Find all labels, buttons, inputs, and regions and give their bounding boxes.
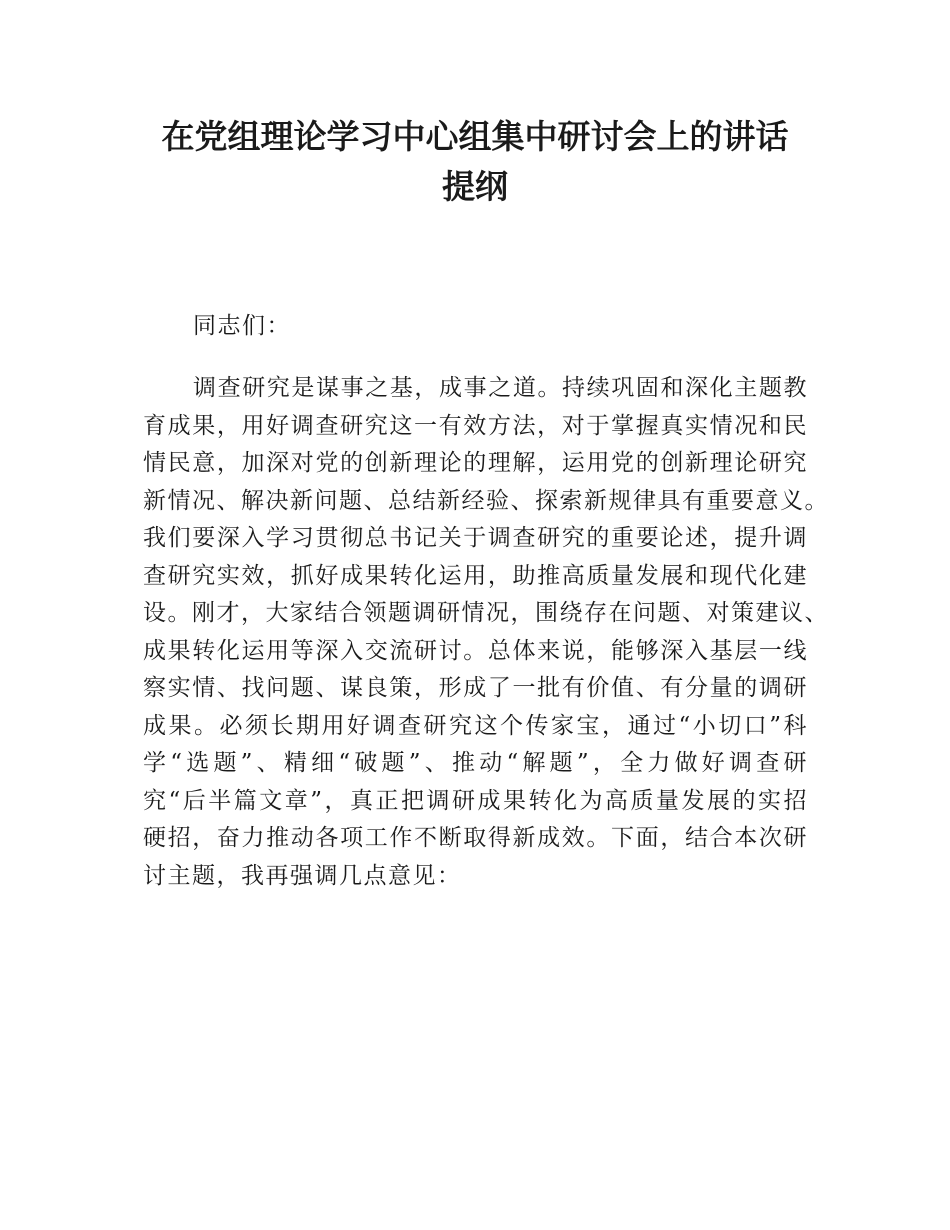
salutation-text: 同志们：: [193, 313, 291, 339]
paragraph-line: 硬招，奋力推动各项工作不断取得新成效。下面，结合本次研: [143, 825, 808, 851]
paragraph-line: 新情况、解决新问题、总结新经验、探索新规律具有重要意义。: [143, 487, 829, 514]
paragraph-line: 调查研究是谋事之基，成事之道。持续巩固和深化主题教: [193, 375, 808, 401]
paragraph-line: 究“后半篇文章”，真正把调研成果转化为高质量发展的实招: [143, 787, 808, 814]
paragraph-line: 育成果，用好调查研究这一有效方法，对于掌握真实情况和民: [143, 412, 808, 439]
salutation: [143, 308, 808, 346]
paragraph-line: 察实情、找问题、谋良策，形成了一批有价值、有分量的调研: [143, 675, 808, 701]
document-title: [100, 112, 850, 212]
title-line-2: 提纲: [442, 167, 508, 206]
paragraph-line: 设。刚才，大家结合领题调研情况，围绕存在问题、对策建议、: [143, 600, 829, 626]
paragraph-line: 讨主题，我再强调几点意见：: [143, 862, 462, 889]
paragraph-line: 查研究实效，抓好成果转化运用，助推高质量发展和现代化建: [143, 562, 808, 589]
paragraph-line: 情民意，加深对党的创新理论的理解，运用党的创新理论研究: [143, 450, 808, 476]
paragraph-line: 学“选题”、精细“破题”、推动“解题”，全力做好调查研: [143, 750, 808, 776]
paragraph-line: 我们要深入学习贯彻总书记关于调查研究的重要论述，提升调: [143, 525, 808, 551]
title-line-1: 在党组理论学习中心组集中研讨会上的讲话: [161, 117, 789, 156]
body-paragraph: [143, 370, 829, 895]
paragraph-line: 成果转化运用等深入交流研讨。总体来说，能够深入基层一线: [143, 637, 808, 664]
paragraph-line: 成果。必须长期用好调查研究这个传家宝，通过“小切口”科: [143, 712, 808, 739]
